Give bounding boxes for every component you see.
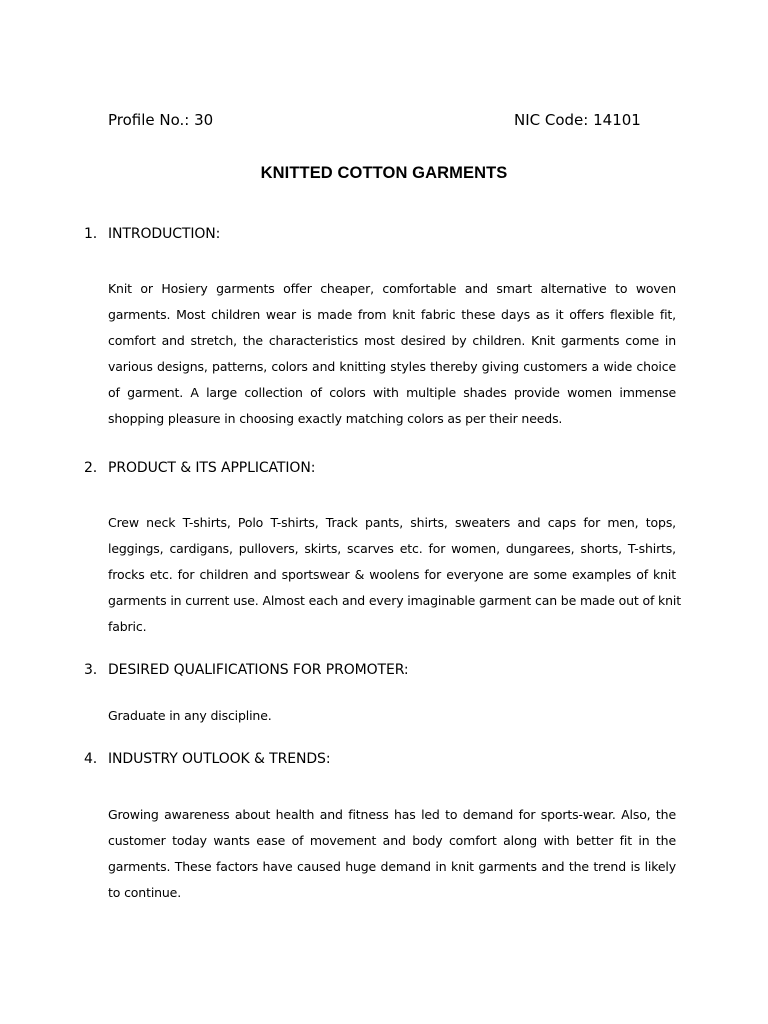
qualifications-paragraph <box>108 703 676 729</box>
paragraph-line: to continue. <box>108 885 182 900</box>
paragraph-line: frocks etc. for children and sportswear & woolens for everyone are some examples of knit <box>108 567 676 582</box>
section-number: 1. <box>84 226 98 242</box>
paragraph-line: garments in current use. Almost each and every imaginable garment can be made out of knit <box>108 593 681 608</box>
paragraph-line: shopping pleasure in choosing exactly matching colors as per their needs. <box>108 411 563 426</box>
section-number: 4. <box>84 751 98 767</box>
section-number: 3. <box>84 662 98 678</box>
paragraph-line: various designs, patterns, colors and knitting styles thereby giving customers a wide choice <box>108 359 676 374</box>
section-title: INDUSTRY OUTLOOK & TRENDS: <box>108 751 331 767</box>
paragraph-line: comfort and stretch, the characteristics most desired by children. Knit garments come in <box>108 333 676 348</box>
document-title: KNITTED COTTON GARMENTS <box>260 164 508 182</box>
paragraph-line: of garment. A large collection of colors with multiple shades provide women immense <box>108 385 676 400</box>
section-heading-introduction <box>84 226 220 242</box>
paragraph-line: leggings, cardigans, pullovers, skirts, scarves etc. for women, dungarees, shorts, T-shirts, <box>108 541 676 556</box>
paragraph-line: garments. These factors have caused huge demand in knit garments and the trend is likely <box>108 859 676 874</box>
section-number: 2. <box>84 460 98 476</box>
paragraph-line: Crew neck T-shirts, Polo T-shirts, Track pants, shirts, sweaters and caps for men, tops, <box>108 515 676 530</box>
paragraph-line: Growing awareness about health and fitness has led to demand for sports-wear. Also, the <box>108 807 676 822</box>
section-title: INTRODUCTION: <box>108 226 221 242</box>
section-heading-industry-outlook <box>84 751 330 767</box>
paragraph-line: Graduate in any discipline. <box>108 708 272 723</box>
product-application-paragraph <box>108 510 681 640</box>
introduction-paragraph <box>108 276 676 432</box>
paragraph-line: garments. Most children wear is made from knit fabric these days as it offers flexible fit, <box>108 307 676 322</box>
industry-outlook-paragraph <box>108 802 676 906</box>
nic-code: NIC Code: 14101 <box>514 111 641 129</box>
profile-number: Profile No.: 30 <box>108 111 214 129</box>
section-title: DESIRED QUALIFICATIONS FOR PROMOTER: <box>108 662 409 678</box>
section-title: PRODUCT & ITS APPLICATION: <box>108 460 316 476</box>
paragraph-line: customer today wants ease of movement and body comfort along with better fit in the <box>108 833 676 848</box>
paragraph-line: fabric. <box>108 619 147 634</box>
paragraph-line: Knit or Hosiery garments offer cheaper, comfortable and smart alternative to woven <box>108 281 676 296</box>
section-heading-product-application <box>84 460 315 476</box>
section-heading-qualifications <box>84 662 409 678</box>
